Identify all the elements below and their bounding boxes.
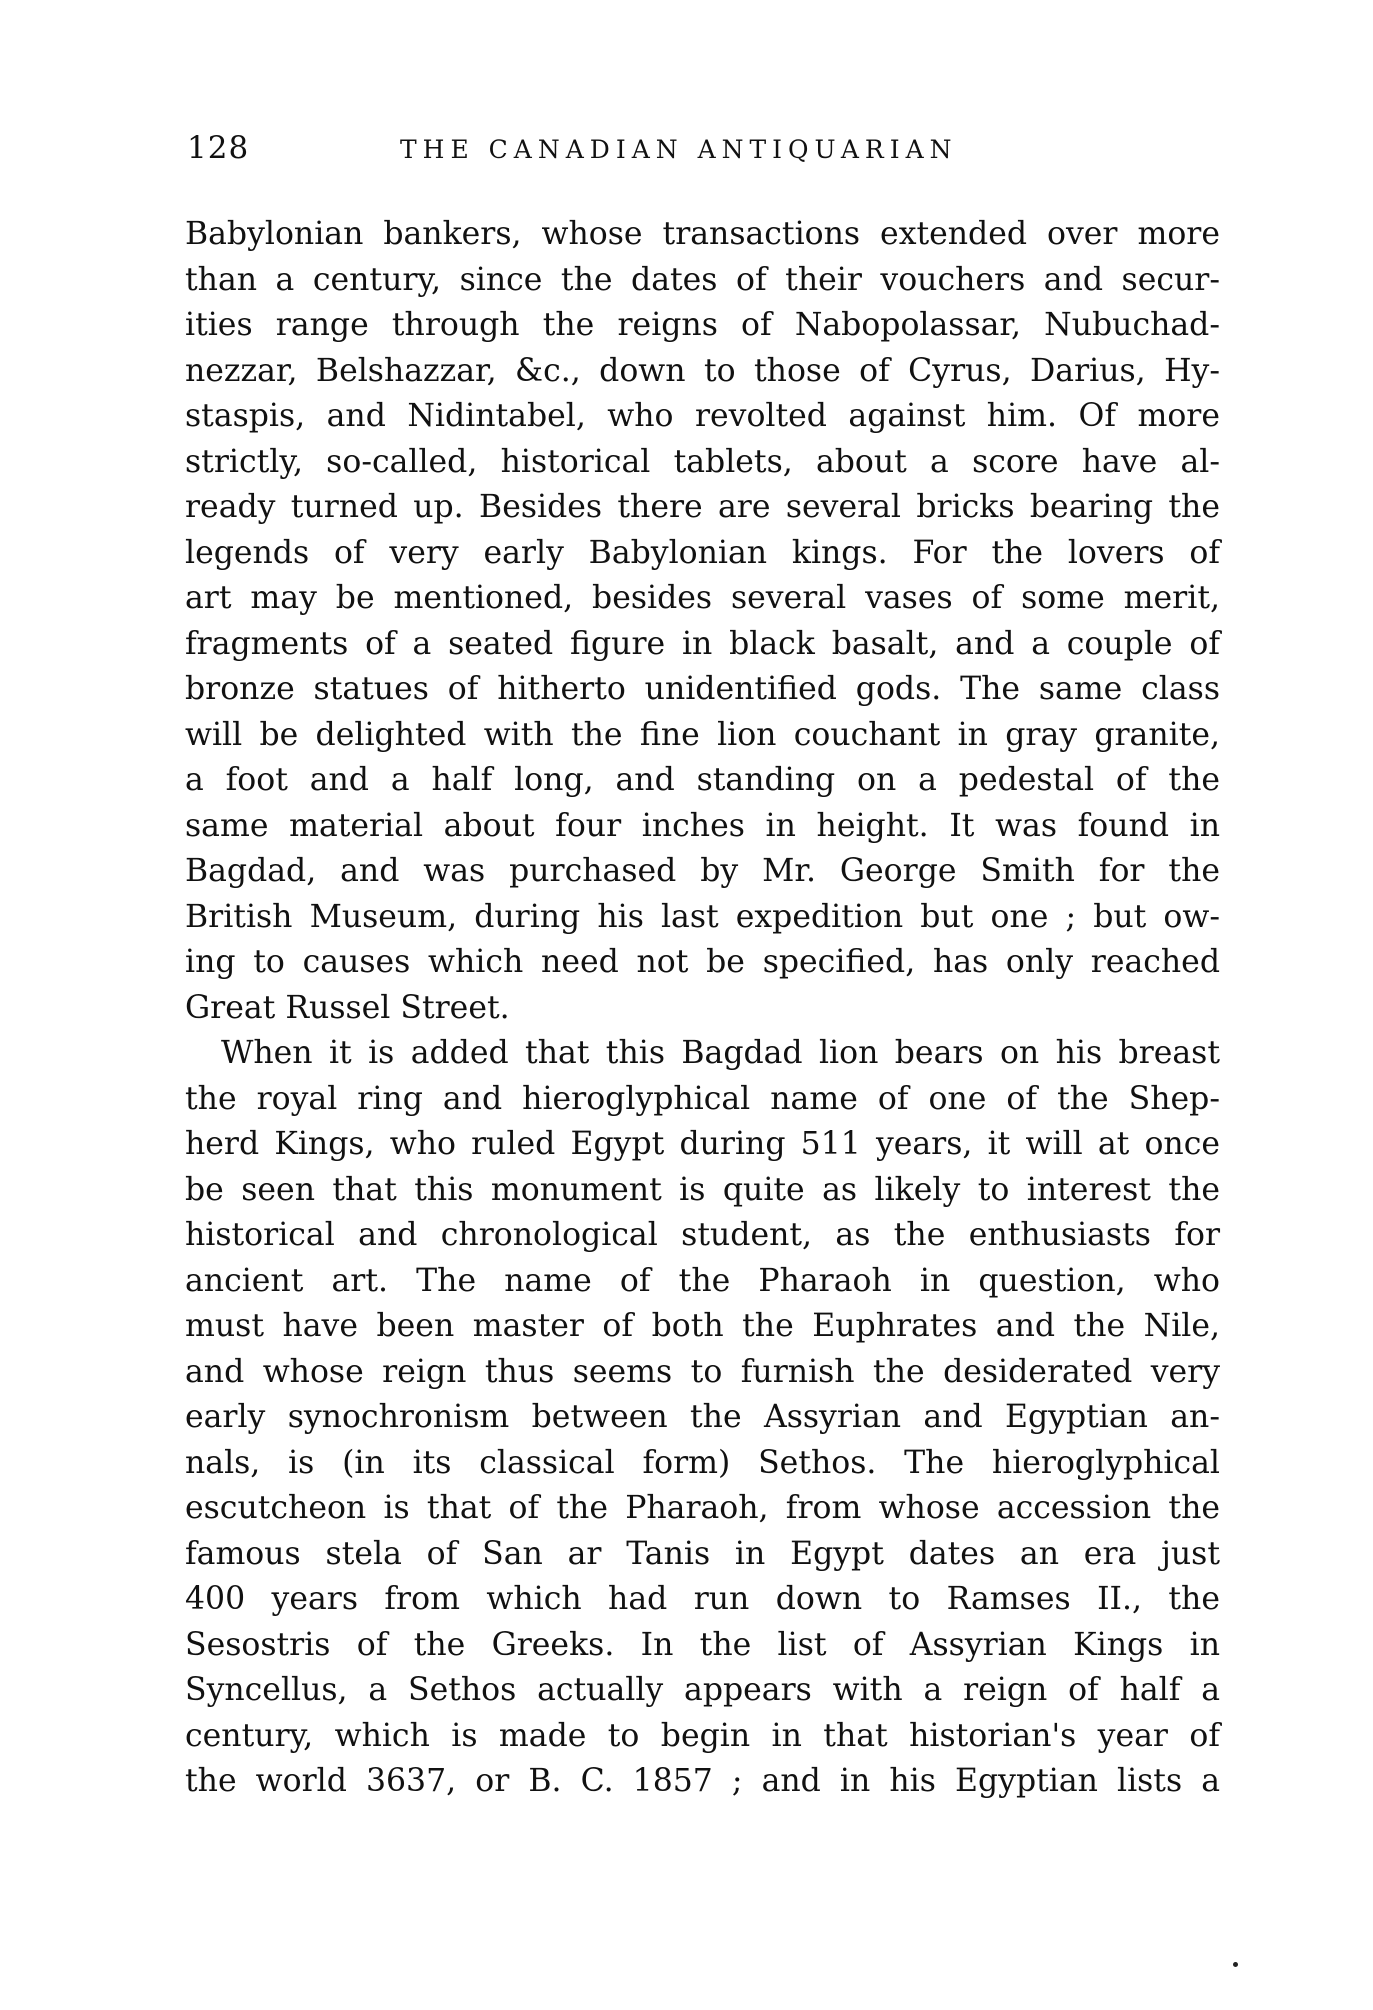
body-text xyxy=(185,212,1220,1805)
text-line: the royal ring and hieroglyphical name of one of the Shep- xyxy=(185,1080,1220,1117)
text-line: than a century, since the dates of their vouchers and secur- xyxy=(185,261,1220,298)
text-line: Babylonian bankers, whose transactions extended over more xyxy=(185,216,1220,252)
text-line: strictly, so-called, historical tablets, about a score have al- xyxy=(185,443,1220,480)
text-line: century, which is made to begin in that historian's year of xyxy=(185,1717,1220,1754)
text-line: Great Russel Street. xyxy=(185,989,510,1026)
text-line: escutcheon is that of the Pharaoh, from whose accession the xyxy=(185,1490,1220,1526)
text-line: the world 3637, or B. C. 1857 ; and in his Egyptian lists a xyxy=(185,1763,1220,1799)
text-line: early synochronism between the Assyrian and Egyptian an- xyxy=(185,1399,1220,1435)
text-line: same material about four inches in height. It was found in xyxy=(185,807,1220,844)
text-line: ready turned up. Besides there are several bricks bearing the xyxy=(185,489,1220,525)
text-line: Bagdad, and was purchased by Mr. George Smith for the xyxy=(185,853,1220,889)
text-line: Sesostris of the Greeks. In the list of Assyrian Kings in xyxy=(185,1626,1220,1663)
text-line: legends of very early Babylonian kings. For the lovers of xyxy=(185,534,1220,571)
text-line: fragments of a seated figure in black basalt, and a couple of xyxy=(185,625,1220,662)
text-line: historical and chronological student, as the enthusiasts for xyxy=(185,1217,1220,1253)
text-line: 400 years from which had run down to Ramses II., the xyxy=(185,1581,1220,1617)
text-line: herd Kings, who ruled Egypt during 511 years, it will at once xyxy=(185,1126,1220,1162)
text-line: staspis, and Nidintabel, who revolted against him. Of more xyxy=(185,398,1220,434)
text-line: ities range through the reigns of Nabopolassar, Nubuchad- xyxy=(185,307,1220,343)
text-line: nals, is (in its classical form) Sethos. The hieroglyphical xyxy=(185,1444,1220,1481)
page-number: 128 xyxy=(187,130,250,166)
text-line: must have been master of both the Euphrates and the Nile, xyxy=(185,1308,1220,1344)
running-head xyxy=(187,130,1217,180)
text-line: ing to causes which need not be specified, has only reached xyxy=(185,944,1220,980)
text-line: ancient art. The name of the Pharaoh in question, who xyxy=(185,1262,1220,1299)
paragraph-2 xyxy=(185,1031,1220,1805)
text-line: British Museum, during his last expedition but one ; but ow- xyxy=(185,898,1220,935)
text-line: When it is added that this Bagdad lion bears on his breast xyxy=(221,1035,1220,1071)
text-line: Syncellus, a Sethos actually appears with a reign of half a xyxy=(185,1672,1220,1708)
paragraph-1 xyxy=(185,212,1220,1031)
text-line: be seen that this monument is quite as likely to interest the xyxy=(185,1171,1220,1208)
text-line: nezzar, Belshazzar, &c., down to those of Cyrus, Darius, Hy- xyxy=(185,352,1220,389)
text-line: will be delighted with the fine lion couchant in gray granite, xyxy=(185,716,1220,753)
text-line: a foot and a half long, and standing on a pedestal of the xyxy=(185,762,1220,798)
text-line: famous stela of San ar Tanis in Egypt dates an era just xyxy=(185,1535,1220,1572)
text-line: and whose reign thus seems to furnish the desiderated very xyxy=(185,1353,1220,1390)
text-line: bronze statues of hitherto unidentified gods. The same class xyxy=(185,671,1220,707)
text-line: art may be mentioned, besides several vases of some merit, xyxy=(185,580,1220,616)
stray-ink-dot xyxy=(1233,1962,1238,1967)
journal-title: THE CANADIAN ANTIQUARIAN xyxy=(400,135,958,164)
